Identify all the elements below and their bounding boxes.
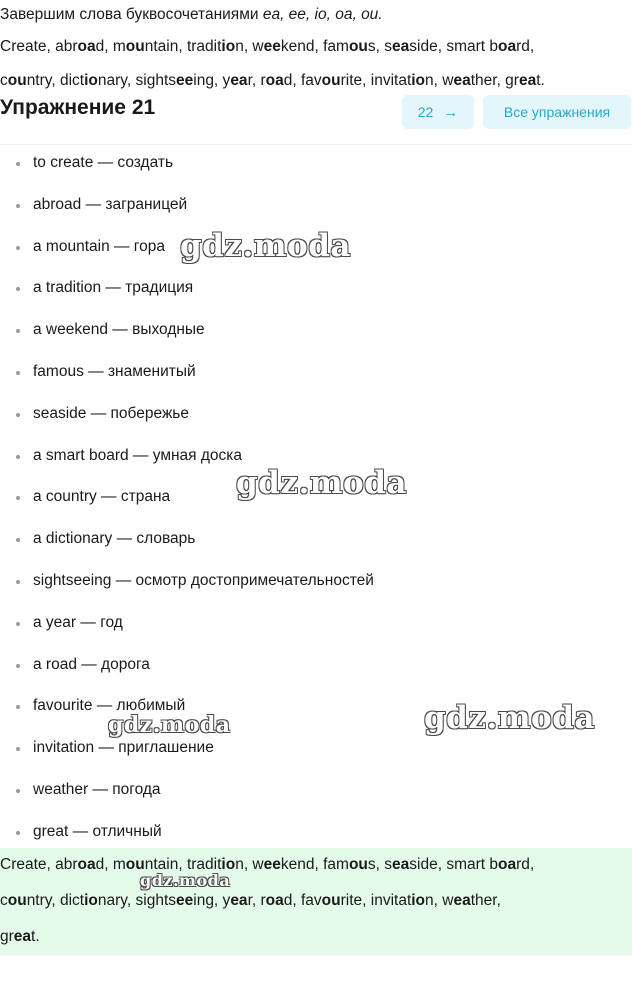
text-segment: n, w: [425, 892, 454, 909]
text-segment: t.: [536, 72, 545, 89]
text-segment: ing, y: [193, 892, 231, 909]
highlighted-letters: oa: [498, 38, 517, 55]
text-segment: kend, fam: [280, 856, 349, 873]
next-exercise-label: 22: [417, 104, 434, 120]
highlighted-letters: ee: [176, 72, 194, 89]
vocab-item: a road — дорога: [0, 650, 374, 692]
highlighted-letters: io: [84, 72, 98, 89]
text-segment: d, fav: [283, 72, 322, 89]
text-segment: r, r: [247, 892, 266, 909]
text-segment: ther,: [470, 892, 501, 909]
task-prefix: Завершим слова буквосочетаниями: [0, 6, 263, 23]
text-segment: d, m: [95, 38, 126, 55]
answer-box: [0, 848, 632, 955]
divider: [0, 144, 632, 145]
highlighted-letters: io: [221, 856, 236, 873]
answer-line-3: [0, 928, 40, 946]
highlighted-letters: io: [411, 72, 426, 89]
highlighted-letters: ou: [348, 856, 368, 873]
text-segment: Create, abr: [0, 856, 78, 873]
highlighted-letters: oa: [265, 892, 284, 909]
text-segment: ntry, dict: [26, 892, 85, 909]
watermark: gdz.moda: [180, 228, 351, 264]
text-segment: nary, sights: [97, 892, 176, 909]
text-segment: gr: [0, 928, 14, 945]
text-segment: n, w: [235, 38, 264, 55]
highlighted-letters: ou: [321, 892, 341, 909]
highlighted-letters: oa: [77, 38, 96, 55]
highlighted-letters: oa: [265, 72, 284, 89]
text-segment: c: [0, 892, 8, 909]
highlighted-letters: ea: [230, 892, 248, 909]
exercise-title: Упражнение 21: [0, 96, 156, 119]
vocab-item: weather — погода: [0, 775, 374, 817]
task-instruction: [0, 6, 383, 24]
highlighted-letters: ea: [453, 72, 471, 89]
text-segment: rite, invitat: [340, 892, 412, 909]
highlighted-letters: ea: [453, 892, 471, 909]
text-segment: s, s: [367, 856, 393, 873]
text-segment: d, m: [95, 856, 126, 873]
vocab-item: famous — знаменитый: [0, 357, 374, 399]
text-segment: side, smart b: [409, 856, 498, 873]
vocab-item: a smart board — умная доска: [0, 441, 374, 483]
text-segment: n, w: [425, 72, 454, 89]
vocab-item: a weekend — выходные: [0, 315, 374, 357]
highlighted-letters: io: [411, 892, 426, 909]
text-segment: ntry, dict: [26, 72, 85, 89]
answer-line-2: [0, 892, 501, 910]
text-segment: rd,: [516, 38, 535, 55]
text-segment: ntain, tradit: [144, 856, 222, 873]
highlighted-letters: ea: [230, 72, 248, 89]
highlighted-letters: ou: [348, 38, 368, 55]
highlighted-letters: ea: [392, 38, 410, 55]
words-line-2: [0, 72, 545, 90]
task-letters: ea, ee, io, oa, ou.: [262, 6, 383, 23]
watermark: gdz.moda: [424, 700, 595, 736]
text-segment: side, smart b: [409, 38, 498, 55]
highlighted-letters: io: [221, 38, 236, 55]
arrow-right-icon: →: [443, 103, 459, 121]
words-line-1: [0, 38, 534, 56]
vocab-item: to create — создать: [0, 148, 374, 190]
highlighted-letters: oa: [498, 856, 517, 873]
vocab-item: a mountain — гора: [0, 232, 374, 274]
text-segment: Create, abr: [0, 38, 78, 55]
vocab-item: favourite — любимый: [0, 691, 374, 733]
text-segment: ing, y: [193, 72, 231, 89]
text-segment: s, s: [367, 38, 393, 55]
highlighted-letters: ea: [518, 72, 537, 89]
text-segment: d, fav: [283, 892, 322, 909]
text-segment: ther, gr: [470, 72, 519, 89]
text-segment: r, r: [247, 72, 266, 89]
watermark: gdz.moda: [108, 712, 231, 738]
highlighted-letters: io: [84, 892, 98, 909]
vocab-item: a dictionary — словарь: [0, 524, 374, 566]
highlighted-letters: ou: [125, 38, 145, 55]
vocab-item: seaside — побережье: [0, 399, 374, 441]
highlighted-letters: ee: [263, 856, 281, 873]
watermark: gdz.moda: [140, 871, 231, 890]
text-segment: rd,: [516, 856, 535, 873]
all-exercises-button[interactable]: Все упражнения: [483, 95, 631, 129]
highlighted-letters: ea: [392, 856, 410, 873]
watermark: gdz.moda: [236, 465, 407, 501]
vocab-item: invitation — приглашение: [0, 733, 374, 775]
next-exercise-button[interactable]: [402, 95, 474, 129]
text-segment: ntain, tradit: [144, 38, 222, 55]
vocab-item: great — отличный: [0, 817, 374, 859]
text-segment: rite, invitat: [340, 72, 412, 89]
vocab-item: a country — страна: [0, 482, 374, 524]
text-segment: c: [0, 72, 8, 89]
highlighted-letters: ea: [13, 928, 32, 945]
text-segment: t.: [31, 928, 40, 945]
text-segment: n, w: [235, 856, 264, 873]
vocab-item: abroad — заграницей: [0, 190, 374, 232]
highlighted-letters: ou: [321, 72, 341, 89]
vocab-item: a tradition — традиция: [0, 273, 374, 315]
answer-line-1: [0, 856, 534, 874]
vocab-item: a year — год: [0, 608, 374, 650]
highlighted-letters: ee: [176, 892, 194, 909]
text-segment: nary, sights: [97, 72, 176, 89]
highlighted-letters: ou: [7, 892, 27, 909]
highlighted-letters: ee: [263, 38, 281, 55]
highlighted-letters: ou: [7, 72, 27, 89]
highlighted-letters: ou: [125, 856, 145, 873]
vocab-item: sightseeing — осмотр достопримечательностей: [0, 566, 374, 608]
text-segment: kend, fam: [280, 38, 349, 55]
highlighted-letters: oa: [77, 856, 96, 873]
